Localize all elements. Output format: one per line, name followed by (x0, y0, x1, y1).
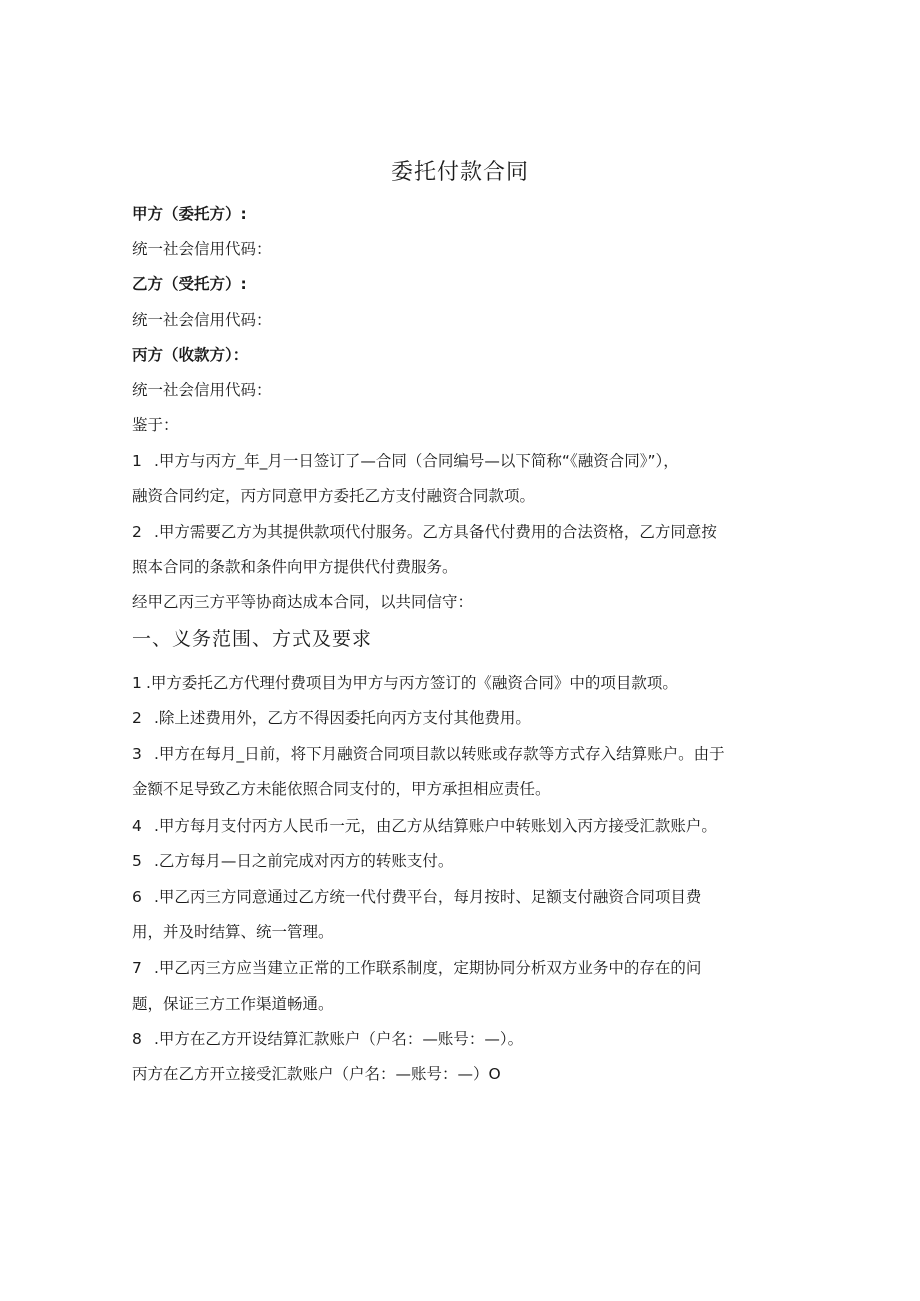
item-text: .甲方每月支付丙方人民币一元，由乙方从结算账户中转账划入丙方接受汇款账户。 (154, 817, 717, 835)
item-text: .甲方需要乙方为其提供款项代付服务。乙方具备代付费用的合法资格，乙方同意按 (154, 523, 717, 541)
item-text: .除上述费用外，乙方不得因委托向丙方支付其他费用。 (154, 709, 531, 727)
item-text: .乙方每月—日之前完成对丙方的转账支付。 (154, 852, 454, 870)
item-number: 2 (132, 709, 142, 727)
party-b-credit-code: 统一社会信用代码： (132, 311, 272, 329)
item-number: 2 (132, 523, 142, 541)
party-b-label: 乙方（受托方）: (132, 275, 247, 293)
clause-6 (132, 886, 701, 908)
clause-3-cont: 金额不足导致乙方未能依照合同支付的，甲方承担相应责任。 (132, 780, 551, 798)
whereas-item-1 (132, 450, 679, 472)
section-heading-1: 一、义务范围、方式及要求 (132, 628, 373, 650)
clause-3 (132, 743, 725, 765)
item-number: 3 (132, 745, 142, 763)
item-number: 8 (132, 1030, 142, 1048)
item-text: .甲方委托乙方代理付费项目为甲方与丙方签订的《融资合同》中的项目款项。 (146, 674, 678, 692)
agreement-statement: 经甲乙丙三方平等协商达成本合同，以共同信守： (132, 593, 474, 611)
item-text: .甲方在乙方开设结算汇款账户（户名：—账号：—）。 (154, 1030, 524, 1048)
item-text: .甲乙丙三方应当建立正常的工作联系制度，定期协同分析双方业务中的存在的问 (154, 959, 702, 977)
item-number: 4 (132, 817, 142, 835)
clause-8-cont: 丙方在乙方开立接受汇款账户（户名：—账号：—）O (132, 1065, 501, 1083)
party-a-credit-code: 统一社会信用代码： (132, 240, 272, 258)
item-text: .甲乙丙三方同意通过乙方统一代付费平台，每月按时、足额支付融资合同项目费 (154, 888, 702, 906)
clause-5 (132, 850, 453, 872)
item-number: 7 (132, 959, 142, 977)
whereas-item-2-cont: 照本合同的条款和条件向甲方提供代付费服务。 (132, 558, 458, 576)
party-c-label: 丙方（收款方）： (132, 346, 249, 364)
whereas-item-1-cont: 融资合同约定，丙方同意甲方委托乙方支付融资合同款项。 (132, 487, 536, 505)
clause-6-cont: 用，并及时结算、统一管理。 (132, 923, 334, 941)
item-text: .甲方在每月_日前，将下月融资合同项目款以转账或存款等方式存入结算账户。由于 (154, 745, 725, 763)
page-title: 委托付款合同 (390, 160, 529, 185)
clause-8 (132, 1028, 523, 1050)
item-number: 1 (132, 674, 142, 692)
item-number: 5 (132, 852, 142, 870)
clause-4 (132, 815, 717, 837)
whereas-heading: 鉴于： (132, 416, 179, 434)
party-c-credit-code: 统一社会信用代码： (132, 381, 272, 399)
whereas-item-2 (132, 521, 717, 543)
item-number: 1 (132, 452, 142, 470)
clause-1 (132, 672, 678, 694)
item-number: 6 (132, 888, 142, 906)
party-a-label: 甲方（委托方）: (132, 205, 247, 223)
clause-7 (132, 957, 701, 979)
clause-2 (132, 707, 531, 729)
item-text: .甲方与丙方_年_月一日签订了—合同（合同编号—以下简称“《融资合同》”）， (154, 452, 679, 470)
clause-7-cont: 题，保证三方工作渠道畅通。 (132, 995, 334, 1013)
